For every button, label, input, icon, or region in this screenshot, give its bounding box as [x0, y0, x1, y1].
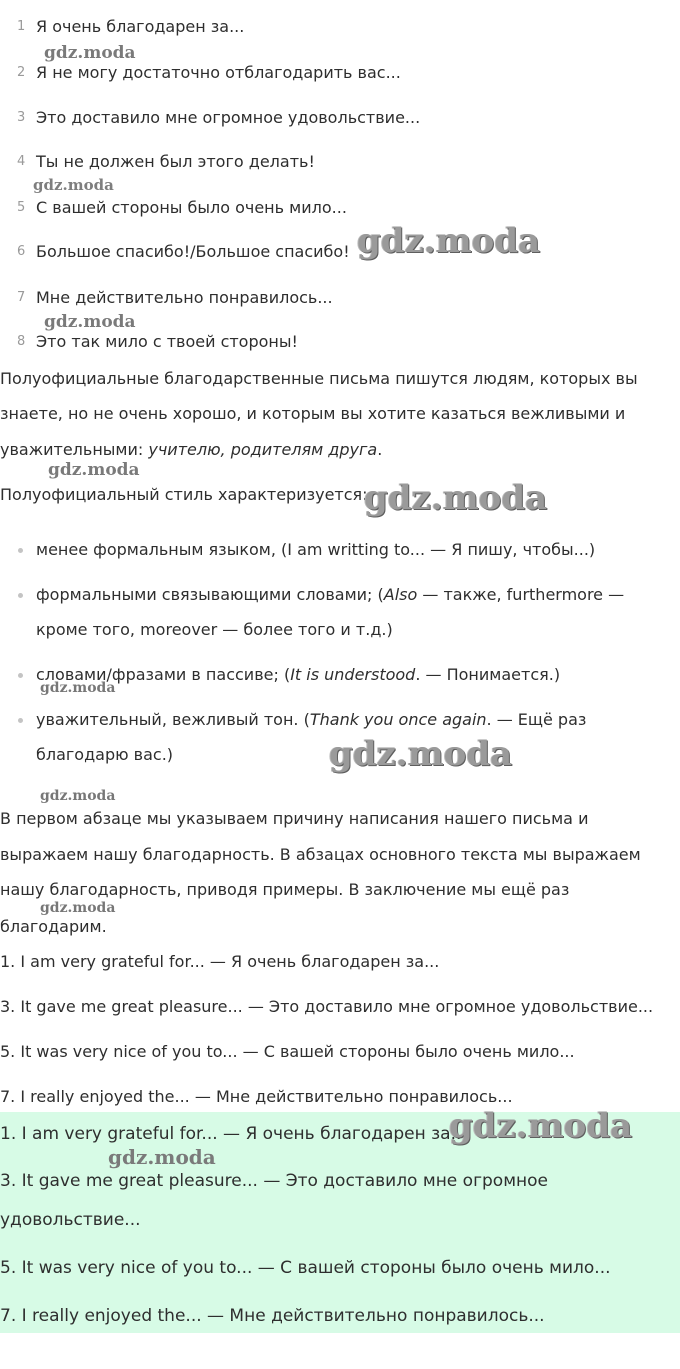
- intro-line-2: знаете, но не очень хорошо, и которым вы хотите казаться вежливыми и: [0, 404, 626, 423]
- list-item-text: Мне действительно понравилось...: [36, 288, 333, 307]
- list-item-text: Я очень благодарен за...: [36, 17, 245, 36]
- list-item-text: Ты не должен был этого делать!: [36, 152, 315, 171]
- body-line-2: выражаем нашу благодарность. В абзацах основного текста мы выражаем: [0, 845, 641, 864]
- highlight-answer-5: 5. It was very nice of you to... — С вашей стороны было очень мило...: [0, 1258, 611, 1278]
- watermark-logo: gdz.moda: [364, 478, 548, 518]
- intro-line-1: Полуофициальные благодарственные письма пишутся людям, которых вы: [0, 369, 638, 388]
- answer-line: 5. It was very nice of you to... — С вашей стороны было очень мило...: [0, 1042, 575, 1061]
- list-number: 2: [17, 65, 26, 80]
- list-item-text: С вашей стороны было очень мило...: [36, 198, 347, 217]
- highlight-answer-1: 1. I am very grateful for... — Я очень благодарен за...: [0, 1124, 467, 1144]
- bullet-item: [36, 585, 624, 604]
- style-heading: Полуофициальный стиль характеризуется:: [0, 485, 368, 504]
- bullet-text: формальными связывающими словами; (: [36, 585, 384, 604]
- watermark-logo: gdz.moda: [357, 221, 541, 261]
- watermark-logo: gdz.moda: [44, 43, 136, 63]
- highlight-answer-3: 3. It gave me great pleasure... — Это доставило мне огромное: [0, 1171, 548, 1191]
- bullet-item-continued: кроме того, moreover — более того и т.д.): [36, 620, 393, 639]
- bullet-item: [36, 710, 586, 729]
- list-number: 3: [17, 110, 26, 125]
- bullet-italic: Thank you once again: [309, 710, 487, 729]
- answer-line: 3. It gave me great pleasure... — Это доставило мне огромное удовольствие...: [0, 997, 654, 1016]
- watermark-logo: gdz.moda: [44, 312, 136, 332]
- watermark-logo: gdz.moda: [48, 460, 140, 480]
- bullet-italic: It is understood: [290, 665, 416, 684]
- bullet-text: уважительный, вежливый тон. (: [36, 710, 310, 729]
- highlight-answer-3-cont: удовольствие...: [0, 1210, 141, 1230]
- answer-line: 7. I really enjoyed the... — Мне действительно понравилось...: [0, 1087, 513, 1106]
- bullet-dot: [18, 548, 23, 553]
- watermark-logo: gdz.moda: [40, 900, 116, 916]
- bullet-text: — также, furthermore —: [417, 585, 625, 604]
- body-line-3: нашу благодарность, приводя примеры. В заключение мы ещё раз: [0, 880, 570, 899]
- answer-line: 1. I am very grateful for... — Я очень благодарен за...: [0, 952, 440, 971]
- bullet-dot: [18, 673, 23, 678]
- intro-plain: уважительными:: [0, 440, 149, 459]
- bullet-text: словами/фразами в пассиве; (: [36, 665, 291, 684]
- intro-italic: учителю, родителям друга: [148, 440, 378, 459]
- watermark-logo: gdz.moda: [33, 176, 114, 194]
- list-number: 6: [17, 244, 26, 259]
- bullet-text: . — Ещё раз: [486, 710, 587, 729]
- list-number: 4: [17, 154, 26, 169]
- list-number: 7: [17, 290, 26, 305]
- list-item-text: Это доставило мне огромное удовольствие...: [36, 108, 421, 127]
- body-line-4: благодарим.: [0, 917, 107, 936]
- intro-line-3: [0, 440, 382, 459]
- bullet-item: менее формальным языком, (I am writting to... — Я пишу, чтобы...): [36, 540, 596, 559]
- watermark-logo: gdz.moda: [108, 1145, 216, 1169]
- bullet-text: . — Понимается.): [415, 665, 561, 684]
- bullet-dot: [18, 593, 23, 598]
- list-number: 1: [17, 19, 26, 34]
- list-item-text: Это так мило с твоей стороны!: [36, 332, 298, 351]
- list-number: 5: [17, 200, 26, 215]
- list-item-text: Большое спасибо!/Большое спасибо!: [36, 242, 350, 261]
- bullet-item-continued: благодарю вас.): [36, 745, 174, 764]
- bullet-dot: [18, 718, 23, 723]
- body-line-1: В первом абзаце мы указываем причину написания нашего письма и: [0, 809, 589, 828]
- watermark-logo: gdz.moda: [40, 680, 116, 696]
- watermark-logo: gdz.moda: [329, 734, 513, 774]
- watermark-logo: gdz.moda: [40, 788, 116, 804]
- list-number: 8: [17, 334, 26, 349]
- watermark-logo: gdz.moda: [449, 1106, 633, 1146]
- bullet-italic: Also: [383, 585, 418, 604]
- highlight-answer-7: 7. I really enjoyed the... — Мне действительно понравилось...: [0, 1306, 545, 1326]
- list-item-text: Я не могу достаточно отблагодарить вас...: [36, 63, 401, 82]
- intro-end: .: [377, 440, 383, 459]
